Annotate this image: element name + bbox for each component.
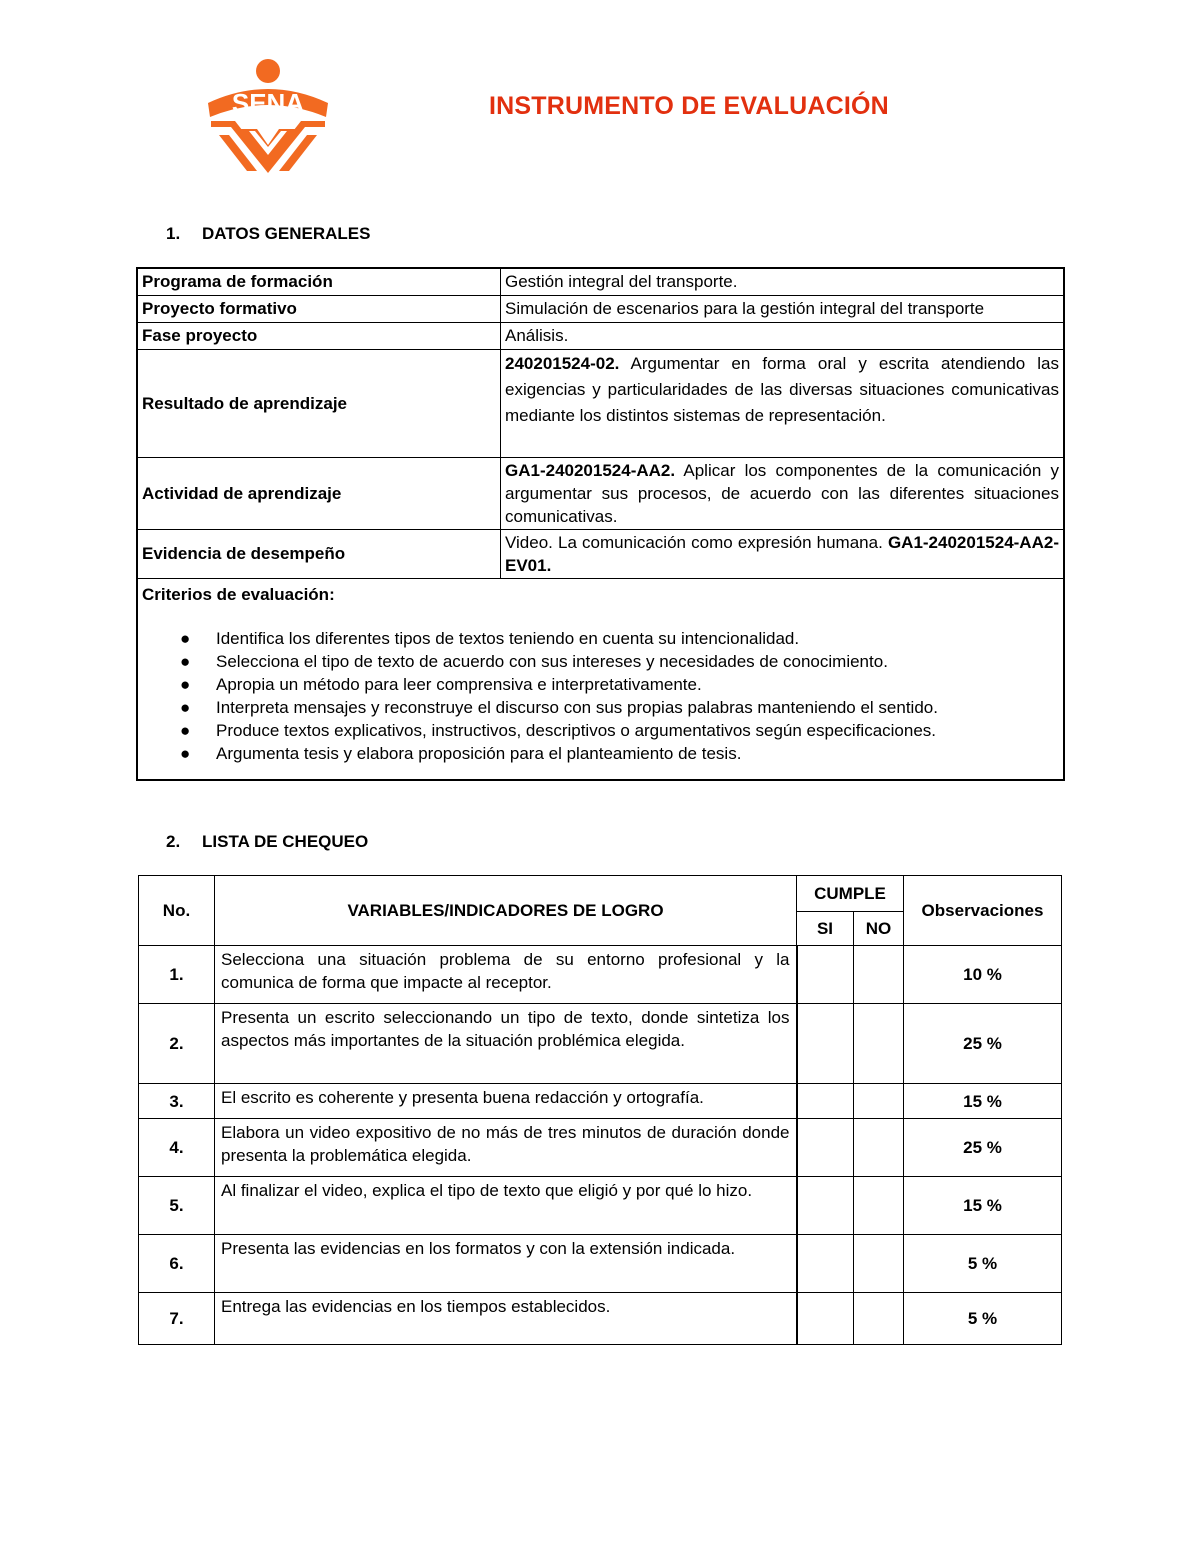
- row-indicator: Selecciona una situación problema de su entorno profesional y la comunica de forma que impacte al receptor.: [215, 946, 797, 1004]
- table-row: [139, 1084, 1062, 1119]
- activity-code: GA1-240201524-AA2.: [505, 461, 676, 480]
- general-data-table: [136, 267, 1065, 781]
- row-label: Programa de formación: [137, 268, 501, 296]
- bullet-icon: ●: [180, 721, 191, 740]
- section-heading-lista-chequeo: 2. LISTA DE CHEQUEO: [166, 832, 369, 851]
- col-header-no: No.: [139, 876, 215, 946]
- bullet-icon: ●: [180, 698, 191, 717]
- criteria-list: [142, 627, 1059, 765]
- bullet-icon: ●: [180, 652, 191, 671]
- table-row: [139, 946, 1062, 1004]
- row-observation: 5 %: [904, 1235, 1062, 1293]
- table-row: [137, 458, 1064, 530]
- si-checkbox-cell[interactable]: [797, 1177, 854, 1235]
- si-checkbox-cell[interactable]: [797, 1235, 854, 1293]
- list-item: ● Produce textos explicativos, instructivos, descriptivos o argumentativos según especificaciones.: [180, 721, 937, 740]
- row-indicator: Presenta un escrito seleccionando un tipo de texto, donde sintetiza los aspectos más importantes de la situación problémica elegida.: [215, 1004, 797, 1084]
- row-label: Proyecto formativo: [137, 296, 501, 323]
- no-checkbox-cell[interactable]: [854, 1177, 904, 1235]
- no-checkbox-cell[interactable]: [854, 1004, 904, 1084]
- list-item: ● Argumenta tesis y elabora proposición para el planteamiento de tesis.: [180, 744, 742, 763]
- header-row: [139, 876, 1062, 912]
- list-item: ● Identifica los diferentes tipos de textos teniendo en cuenta su intencionalidad.: [180, 629, 800, 648]
- no-checkbox-cell[interactable]: [854, 946, 904, 1004]
- col-header-indicators: VARIABLES/INDICADORES DE LOGRO: [215, 876, 797, 946]
- row-observation: 15 %: [904, 1177, 1062, 1235]
- bullet-icon: ●: [180, 744, 191, 763]
- row-indicator: Al finalizar el video, explica el tipo de texto que eligió y por qué lo hizo.: [215, 1177, 797, 1235]
- evidence-code: GA1-240201524-AA2-EV01.: [505, 533, 1059, 575]
- no-checkbox-cell[interactable]: [854, 1084, 904, 1119]
- row-number: 6.: [139, 1235, 215, 1293]
- row-observation: 25 %: [904, 1004, 1062, 1084]
- row-label: Actividad de aprendizaje: [137, 458, 501, 530]
- table-row: [139, 1004, 1062, 1084]
- si-checkbox-cell[interactable]: [797, 1084, 854, 1119]
- row-indicator: El escrito es coherente y presenta buena redacción y ortografía.: [215, 1084, 797, 1119]
- list-item: ● Apropia un método para leer comprensiva e interpretativamente.: [180, 675, 702, 694]
- row-observation: 10 %: [904, 946, 1062, 1004]
- row-label: Fase proyecto: [137, 323, 501, 350]
- bullet-icon: ●: [180, 675, 191, 694]
- row-number: 1.: [139, 946, 215, 1004]
- table-row: [137, 268, 1064, 296]
- row-label: Evidencia de desempeño: [137, 530, 501, 579]
- row-indicator: Elabora un video expositivo de no más de tres minutos de duración donde presenta la problemática elegida.: [215, 1119, 797, 1177]
- si-checkbox-cell[interactable]: [797, 1004, 854, 1084]
- si-checkbox-cell[interactable]: [797, 946, 854, 1004]
- table-row: [139, 1293, 1062, 1345]
- criteria-title: Criterios de evaluación:: [142, 585, 335, 604]
- col-header-cumple: CUMPLE: [797, 876, 904, 912]
- row-value: 240201524-02. Argumentar en forma oral y escrita atendiendo las exigencias y particularidades de las diversas situaciones comunicativas mediante los distintos sistemas de representación.: [501, 350, 1065, 458]
- learning-result-code: 240201524-02.: [505, 354, 620, 373]
- criteria-row: [137, 579, 1064, 781]
- criteria-cell: [137, 579, 1064, 781]
- list-item: ● Interpreta mensajes y reconstruye el discurso con sus propias palabras manteniendo el sentido.: [180, 698, 938, 717]
- no-checkbox-cell[interactable]: [854, 1235, 904, 1293]
- col-header-observaciones: Observaciones: [904, 876, 1062, 946]
- si-checkbox-cell[interactable]: [797, 1293, 854, 1345]
- bullet-icon: ●: [180, 629, 191, 648]
- table-row: [139, 1177, 1062, 1235]
- row-value: GA1-240201524-AA2. Aplicar los componentes de la comunicación y argumentar sus procesos, de acuerdo con las diferentes situaciones comunicativas.: [501, 458, 1065, 530]
- row-value: Video. La comunicación como expresión humana. GA1-240201524-AA2-EV01.: [501, 530, 1065, 579]
- row-value: Gestión integral del transporte.: [501, 268, 1065, 296]
- row-label: Resultado de aprendizaje: [137, 350, 501, 458]
- table-row: [137, 530, 1064, 579]
- table-row: [139, 1235, 1062, 1293]
- row-number: 5.: [139, 1177, 215, 1235]
- logo-text: SENA: [231, 88, 305, 118]
- row-number: 7.: [139, 1293, 215, 1345]
- row-number: 4.: [139, 1119, 215, 1177]
- row-number: 2.: [139, 1004, 215, 1084]
- checklist-table: [138, 875, 1062, 1345]
- sena-logo: [205, 55, 331, 175]
- no-checkbox-cell[interactable]: [854, 1293, 904, 1345]
- table-row: [137, 296, 1064, 323]
- document-title: INSTRUMENTO DE EVALUACIÓN: [489, 92, 889, 120]
- row-indicator: Presenta las evidencias en los formatos y con la extensión indicada.: [215, 1235, 797, 1293]
- si-checkbox-cell[interactable]: [797, 1119, 854, 1177]
- col-header-si: SI: [797, 912, 854, 946]
- row-number: 3.: [139, 1084, 215, 1119]
- row-observation: 25 %: [904, 1119, 1062, 1177]
- row-value: Análisis.: [501, 323, 1065, 350]
- row-value: Simulación de escenarios para la gestión integral del transporte: [501, 296, 1065, 323]
- no-checkbox-cell[interactable]: [854, 1119, 904, 1177]
- col-header-no-cumple: NO: [854, 912, 904, 946]
- table-row: [139, 1119, 1062, 1177]
- table-row: [137, 323, 1064, 350]
- table-row: [137, 350, 1064, 458]
- row-observation: 15 %: [904, 1084, 1062, 1119]
- list-item: ● Selecciona el tipo de texto de acuerdo con sus intereses y necesidades de conocimiento.: [180, 652, 888, 671]
- row-observation: 5 %: [904, 1293, 1062, 1345]
- row-indicator: Entrega las evidencias en los tiempos establecidos.: [215, 1293, 797, 1345]
- section-heading-datos-generales: 1. DATOS GENERALES: [166, 224, 371, 243]
